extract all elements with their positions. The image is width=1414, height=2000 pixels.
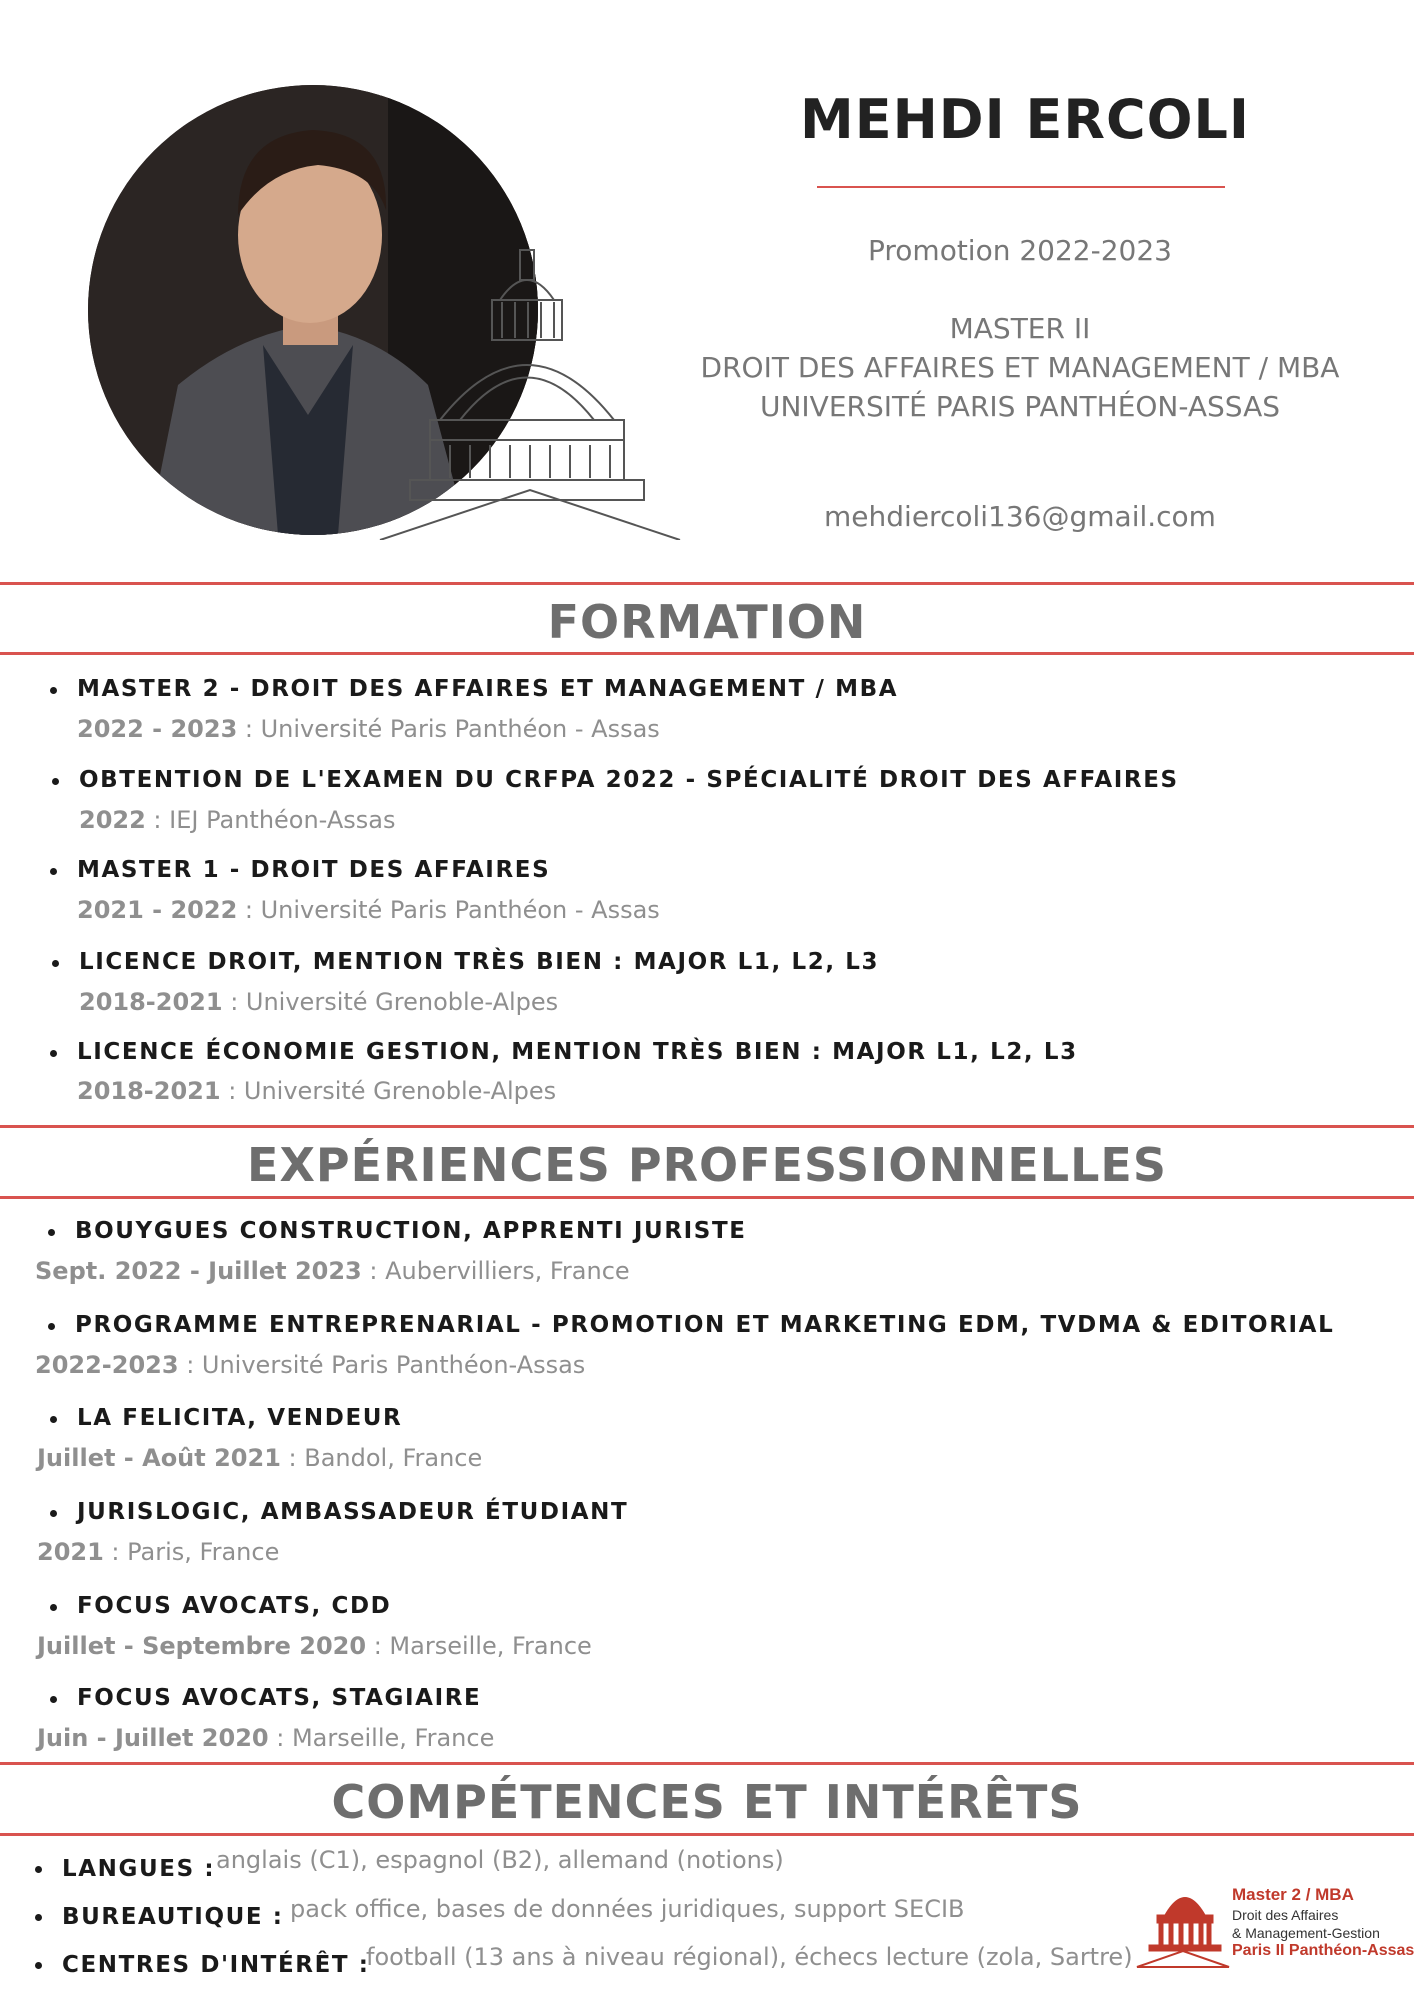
candidate-name: MEHDI ERCOLI [799,88,1251,151]
skill-label: CENTRES D'INTÉRÊT : [62,1952,370,1978]
experience-item-title: FOCUS AVOCATS, CDD [77,1593,392,1619]
formation-item-detail: 2021 - 2022 : Université Paris Panthéon - Assas [77,896,660,924]
skill-label: LANGUES : [62,1856,216,1882]
section-title-skills: COMPÉTENCES ET INTÉRÊTS [331,1775,1083,1829]
bullet [50,868,57,875]
experience-item-detail: 2021 : Paris, France [37,1538,280,1566]
bullet [50,687,57,694]
section-divider [0,1833,1414,1836]
section-title-formation: FORMATION [547,595,867,649]
skill-value: football (13 ans à niveau régional), échecs lecture (zola, Sartre) [366,1943,1133,1971]
bullet [48,1229,55,1236]
formation-item-detail: 2018-2021 : Université Grenoble-Alpes [77,1077,557,1105]
formation-item-title: MASTER 1 - DROIT DES AFFAIRES [77,857,551,883]
program-name: DROIT DES AFFAIRES ET MANAGEMENT / MBA [700,351,1340,384]
bullet [35,1914,42,1921]
bullet [52,960,59,967]
master-logo-icon [1135,1875,1230,1970]
experience-item-title: JURISLOGIC, AMBASSADEUR ÉTUDIANT [77,1499,629,1525]
experience-item-detail: Juillet - Septembre 2020 : Marseille, France [37,1632,592,1660]
logo-line: & Management-Gestion [1232,1925,1380,1941]
email-address[interactable]: mehdiercoli136@gmail.com [824,500,1216,533]
bullet [50,1050,57,1057]
skill-value: anglais (C1), espagnol (B2), allemand (notions) [216,1846,784,1874]
experience-item-title: PROGRAMME ENTREPRENARIAL - PROMOTION ET MARKETING EDM, TVDMA & EDITORIAL [75,1312,1335,1338]
promotion-year: Promotion 2022-2023 [868,234,1172,267]
bullet [50,1416,57,1423]
bullet [35,1962,42,1969]
bullet [48,1323,55,1330]
logo-line: Droit des Affaires [1232,1907,1339,1923]
section-divider [0,1196,1414,1199]
logo-line: Paris II Panthéon-Assas [1232,1942,1414,1959]
bullet [50,1696,57,1703]
bullet [50,1604,57,1611]
experience-item-detail: 2022-2023 : Université Paris Panthéon-Assas [35,1351,586,1379]
formation-item-title: MASTER 2 - DROIT DES AFFAIRES ET MANAGEMENT / MBA [77,676,899,702]
formation-item-title: OBTENTION DE L'EXAMEN DU CRFPA 2022 - SPÉCIALITÉ DROIT DES AFFAIRES [79,767,1179,793]
bullet [50,1510,57,1517]
program-university: UNIVERSITÉ PARIS PANTHÉON-ASSAS [759,390,1281,423]
section-divider [0,1762,1414,1765]
experience-item-title: BOUYGUES CONSTRUCTION, APPRENTI JURISTE [75,1218,747,1244]
bullet [35,1866,42,1873]
name-divider [817,186,1225,188]
section-divider [0,1125,1414,1128]
section-divider [0,582,1414,585]
skill-label: BUREAUTIQUE : [62,1904,284,1930]
section-title-experiences: EXPÉRIENCES PROFESSIONNELLES [247,1138,1167,1192]
formation-item-title: LICENCE ÉCONOMIE GESTION, MENTION TRÈS BIEN : MAJOR L1, L2, L3 [77,1039,1078,1065]
experience-item-title: LA FELICITA, VENDEUR [77,1405,403,1431]
formation-item-detail: 2022 - 2023 : Université Paris Panthéon - Assas [77,715,660,743]
experience-item-detail: Juin - Juillet 2020 : Marseille, France [37,1724,495,1752]
skill-value: pack office, bases de données juridiques, support SECIB [290,1895,965,1923]
experience-item-detail: Juillet - Août 2021 : Bandol, France [37,1444,483,1472]
formation-item-title: LICENCE DROIT, MENTION TRÈS BIEN : MAJOR L1, L2, L3 [79,949,880,975]
logo-line: Master 2 / MBA [1232,1885,1354,1904]
section-divider [0,652,1414,655]
formation-item-detail: 2022 : IEJ Panthéon-Assas [79,806,396,834]
experience-item-title: FOCUS AVOCATS, STAGIAIRE [77,1685,482,1711]
formation-item-detail: 2018-2021 : Université Grenoble-Alpes [79,988,559,1016]
program-degree: MASTER II [949,312,1091,345]
bullet [52,778,59,785]
experience-item-detail: Sept. 2022 - Juillet 2023 : Aubervilliers, France [35,1257,630,1285]
